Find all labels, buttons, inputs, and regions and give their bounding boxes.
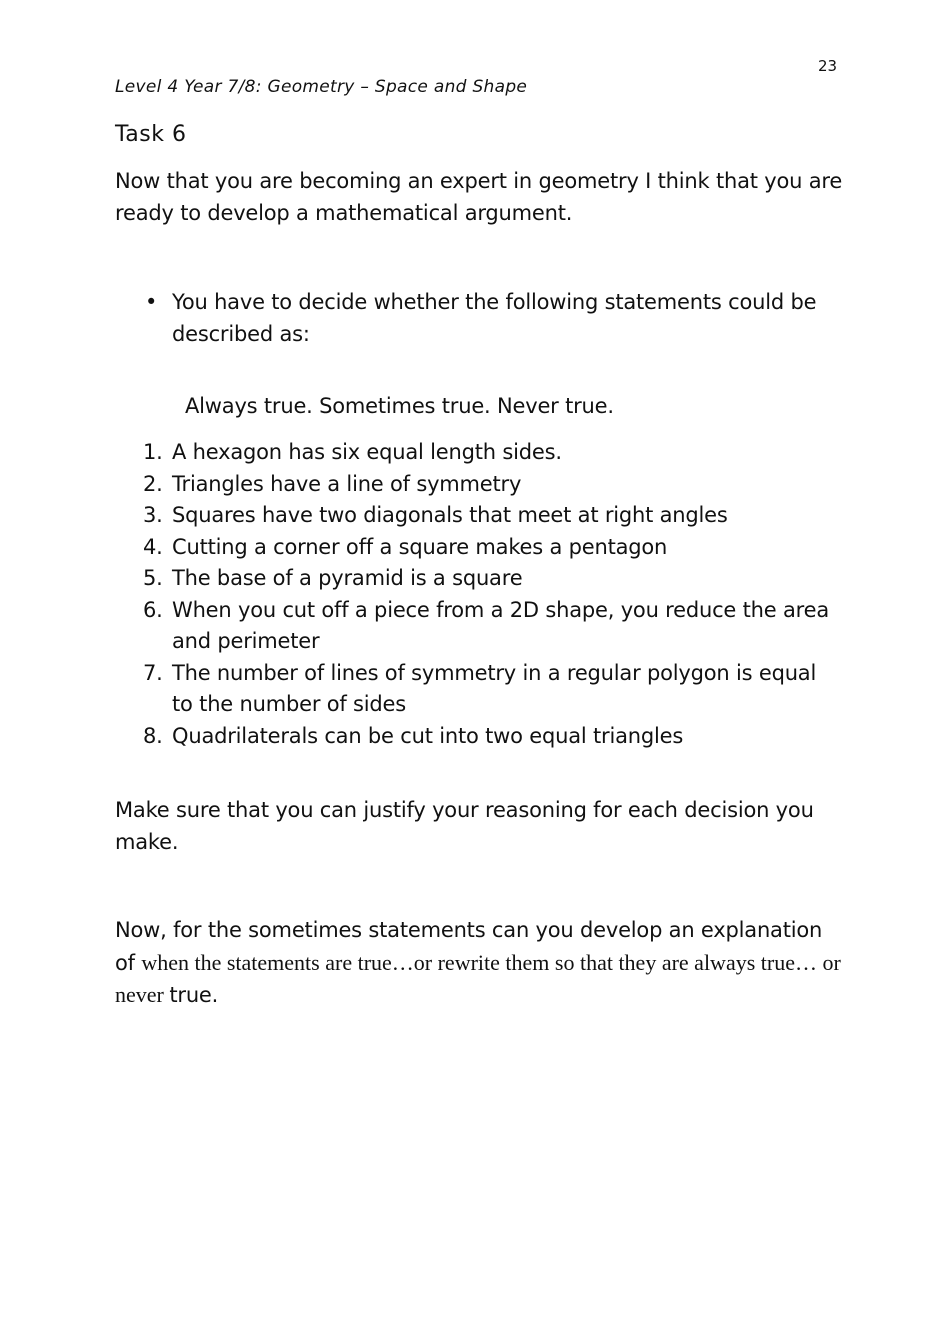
list-item [137,469,837,501]
bullet-text: You have to decide whether the following statements could be described as: [172,290,817,346]
list-item [137,595,837,658]
statement-text: The base of a pyramid is a square [172,566,523,590]
statement-text: The number of lines of symmetry in a regular polygon is equal to the number of sides [172,660,817,716]
statement-text: Squares have two diagonals that meet at right angles [172,503,728,527]
bullet-icon: • [145,290,158,314]
list-number: 7. [143,660,163,685]
statement-text: Cutting a corner off a square makes a pentagon [172,534,668,559]
list-item [137,658,837,721]
list-number: 6. [143,597,163,622]
list-number: 8. [143,723,163,748]
intro-paragraph: Now that you are becoming an expert in geometry I think that you are ready to develop a mathematical argument. [115,169,843,225]
closing-part-3: true. [169,983,219,1007]
list-number: 4. [143,534,163,559]
closing-paragraph [115,915,845,1012]
task-title: Task 6 [115,122,187,147]
justify-paragraph: Make sure that you can justify your reasoning for each decision you make. [115,798,814,854]
running-header: Level 4 Year 7/8: Geometry – Space and Shape [115,77,528,97]
list-item [137,500,837,532]
closing-part-1: Now, for the sometimes statements can you develop an explanation of [115,918,823,975]
list-number: 2. [143,471,163,496]
list-item [137,721,837,753]
statement-list [137,437,837,752]
page-number: 23 [818,57,838,75]
statement-text: When you cut off a piece from a 2D shape, you reduce the area and perimeter [172,597,830,653]
statement-text: Quadrilaterals can be cut into two equal triangles [172,723,684,748]
statement-text: A hexagon has six equal length sides. [172,440,562,464]
statement-text: Triangles have a line of symmetry [172,471,522,496]
list-item [137,532,837,564]
list-number: 1. [143,440,163,464]
answer-options: Always true. Sometimes true. Never true. [185,394,614,418]
list-number: 5. [143,566,163,590]
list-item [137,437,837,469]
list-number: 3. [143,503,163,527]
closing-part-2: when the statements are true…or rewrite them so that they are always true… or never [115,949,841,1007]
list-item [137,563,837,595]
